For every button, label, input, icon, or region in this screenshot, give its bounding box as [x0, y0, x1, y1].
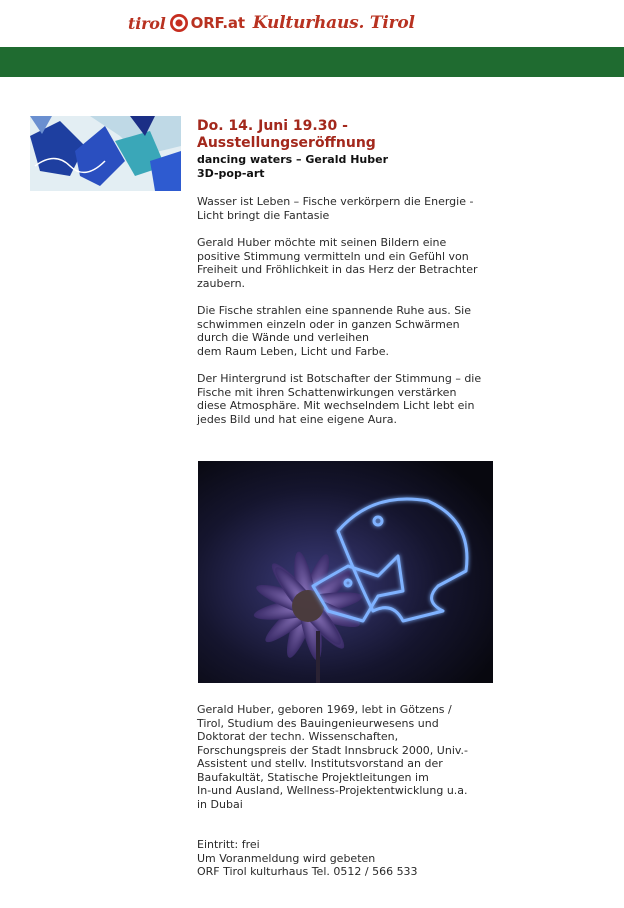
registration-text: Um Voranmeldung wird gebeten: [197, 851, 376, 865]
artist-bio: [197, 703, 515, 811]
event-subtitle-artist: dancing waters – Gerald Huber: [197, 153, 388, 166]
event-date: Do. 14. Juni 19.30 -: [197, 118, 348, 134]
event-info: [197, 838, 515, 879]
paragraph-mood: Gerald Huber möchte mit seinen Bildern eine positive Stimmung vermitteln und ein Gefühl von Freiheit und Fröhlichkeit in das Herz der Betrachter zaubern.: [197, 236, 478, 290]
admission-text: Eintritt: frei: [197, 838, 260, 851]
logo-kulturhaus-text: Kulturhaus. Tirol: [252, 13, 415, 33]
paragraph-intro: Wasser ist Leben – Fische verkörpern die Energie - Licht bringt die Fantasie: [197, 195, 474, 222]
orf-eye-icon: [169, 13, 189, 33]
event-title: Ausstellungseröffnung: [197, 135, 376, 151]
paragraph-fish: Die Fische strahlen eine spannende Ruhe aus. Sie schwimmen einzeln oder in ganzen Schwärmen durch die Wände und verleihen dem Raum Leben, Licht und Farbe.: [197, 304, 472, 358]
logo-tirol-text: tirol: [128, 13, 166, 33]
logo-orf-text: ORF.at: [190, 14, 245, 32]
page-header: [0, 0, 624, 47]
thumbnail-image: [30, 116, 181, 191]
paragraph-background: Der Hintergrund ist Botschafter der Stimmung – die Fische mit ihren Schattenwirkungen verstärken diese Atmosphäre. Mit wechselndem Licht lebt ein jedes Bild und hat eine eigene Aura.: [197, 372, 482, 426]
bio-text: Gerald Huber, geboren 1969, lebt in Götzens / Tirol, Studium des Bauingenieurwesens und Doktorat der techn. Wissenschaften, Forschungspreis der Stadt Innsbruck 2000, Univ.- Assistent und stellv. Institutsvorstand an der Baufakultät, Statische Projektleitungen im In-und Ausland, Wellness-Projektentwicklung u.a. in Dubai: [197, 703, 469, 811]
artwork-photo: [198, 461, 493, 683]
event-content: [197, 118, 515, 426]
header-bar: [0, 47, 624, 77]
contact-phone[interactable]: ORF Tirol kulturhaus Tel. 0512 / 566 533: [197, 865, 418, 878]
logo[interactable]: [128, 12, 415, 34]
fish-thumbnail-icon: [30, 116, 181, 191]
glowing-fish-flower-icon: [198, 461, 493, 683]
event-subtitle-genre: 3D-pop-art: [197, 167, 265, 180]
